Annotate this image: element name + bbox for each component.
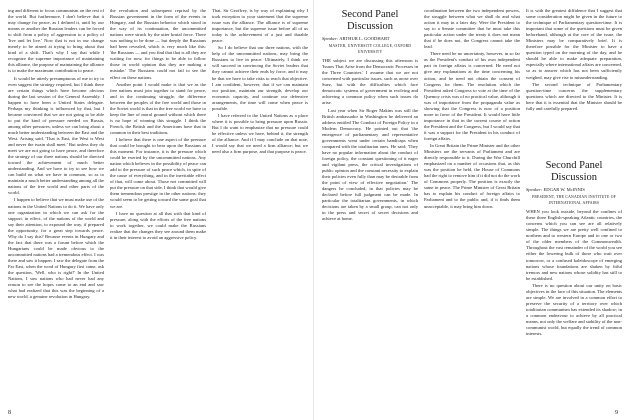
page-number-right: 9 [615,410,618,416]
speaker-affiliation: MASTER, UNIVERSITY COLLEGE, OXFORD UNIVERSITY [328,44,412,55]
speaker-line [526,187,622,193]
body-paragraph: coordination between the two independent powers, the struggle between what we shall do and what action it may in a later day. Were the President to say to a Senate committee that he must take this particular action under the treaty it does not mean that if he does not, the Congress cannot take the lead. [424,8,520,50]
body-paragraph: That, Sir Geoffrey, is by way of explaining why I took exception to your statement that the supreme issue was the alliance. The alliance is of supreme importance, but the supreme issue before all of us today is the achievement of a just and durable peace. [212,8,308,44]
speaker-label: Speaker: [322,36,339,41]
body-paragraph: There need be no uncertainty, however, in so far as the President's conduct of his own independent part in foreign affairs is concerned. He need not give any explanations at the time concerning his action, and he need not obtain the consent of Congress for them. The resolution which the President asked Congress to vote at the time of the Quemoy crisis was of no practical value, although it was of importance from the propaganda value as showing that the Congress is now of a position more in favor of the President. It would have little importance in that in the current course of action the President and the Congress, but I would say that it was a support for the President in his conduct of foreign affairs. [424,51,520,141]
page-number-left: 8 [8,410,11,416]
body-paragraph: It is with the greatest diffidence that I suggest that some consideration might be given in the future to the technique of Parliamentary question-time. It is important that some of the questions must be given beforehand, although at the core of the issue, the Ministers may be comparatively brief. It is therefore possible for the Minister to have a question typed on the morning of the day, and he should be able to make adequate preparation, especially where international affairs are concerned, so as to answer which has not been sufficiently weighed, may give rise to misunderstanding. [526,8,622,80]
body-paragraph: the revolution and subsequent reprisal by the Russian government in the form of the events in Hungary, and the Russian behavior which stood in the way of its continuation, the uncommitted nations were struck by the utter brutal force. There was nothing to be done — but deeply the Russians had been revealed, which is very much like this: 'the Russians — and you find that that is all they are waiting for now, for things to be able to follow those in world opinion that they are making a mistake.' The Russians could not fail to see the effect on these nations. [110,8,206,80]
speaker-label: Speaker: [526,187,543,192]
column-1 [8,8,104,404]
body-paragraph: WHEN you look outside, beyond the confines of these three English-speaking Atlantic countries, the concerns which you can see are all relatively simple. The things we are pretty well confined to northern and to western Europe and to one or two of the older members of the Commonwealth. Throughout the vast remainder of the world you see either the lowering bulk of those who wait over tomorrow, or a confused kaleidoscope of emerging nations whose foundations are shaken by fitful tremors and new nations whose solidity has still to be established. [526,209,622,281]
body-paragraph: It would be utterly presumptuous of me to try to even suggest the strategy required, but I think there are certain things which have become obvious during the last session of the General Assembly. I happen to have been a United States delegate. Perhaps my thinking is influenced by that, but I became convinced that we are not going to be able to put the kind of pressure needed on Russia, among other pressures, unless we can bring about a much better understanding between the East and the West. Arising said, 'That is East, the West is West and never the twain shall meet.' But unless they do meet we are not going to have peace, and therefore the strategy of our three nations should be directed toward the achievement of much better understanding. And we have to try to see how we can build on what we have in common, so as to maintain a much better understanding among all the nations of the free world and other parts of the world. [8,75,104,196]
body-paragraph: ing and different to focus communism on the rest of the world. But furthermore, I don't believe that it may change for peace, as I defined it, until by our means or another the Russian leaders can be forced to shift from a policy of aggression to a policy of 'live and let live.' Now that is not in our change merely to be aimed at trying to bring about that kind of a shift. That's why I say that while I recognize the supreme importance of maintaining this alliance, the purpose of maintaining the alliance is to make the maximum contribution to peace. [8,8,104,74]
article-title-second: Second Panel Discussion [545,160,603,183]
body-paragraph: The second technique of Parliamentary question-time concerns the supplementary questions which are directed to the Minister. It is here that it is essential that the Minister should be fully and carefully prepared. [526,81,622,111]
column-2 [110,8,206,404]
body-paragraph: I have referred to the United Nations as a place where it is possible to bring pressure upon Russia. But I do want to emphasize that no pressure could be effective unless we have, behind it, the strength of the alliance. And if I may conclude on that note, I would say that we need a firm alliance; but we need also a firm purpose, and that purpose is peace. [212,112,308,155]
page-gutter [313,0,314,420]
body-paragraph: I believe that there is one aspect of the pressure that could be brought to bear upon the Russians at this moment. For instance, it is the pressure which could be exerted by the uncommitted nations. Any nation which believes in the possibility of peace can add to the pressure of such peace which, in spite of the cause of everything, and in the inevitable effect of that, will come about. Those not committed will put the pressure on that side, I think that would give them tremendous prestige in the other nations; they would seem to be getting toward the same goal that we are. [110,136,206,209]
body-paragraph: Last year when Sir Roger Makins was still the British ambassador in Washington he delivered an address entitled The Conduct of Foreign Policy in a Modern Democracy. He pointed out that 'the emergence of parliamentary and representative governments went under certain handicaps when compared with the totalitarian ones. He said: 'They have no popular information about the conduct of foreign policy, the constant questioning of it eager and vigilant press, the critical investigations of public opinion and the constant necessity to explain their policies even fully than may be desirable from the point of view of effective negotiation.' The dangers he concluded, in that policies may be declared before full judgment can be made. In particular the totalitarian governments, in which decisions are taken by a small group, can not only in the press and secret of secret decisions and achieve at home. [322,107,418,222]
body-paragraph: There is no question about our unity on basic objectives in the face of this situation. The elements are simple. We are involved in a common effort to preserve the security of a territory over which totalitarian communism has extended its shadow; in a common endeavour to achieve by all practical means, not only the welfare and stability of the non-communist world, but equally the trend of common interests. [526,282,622,337]
body-paragraph: In Great Britain the Prime Minister and the other Ministers are the servants of Parliament and are directly responsible to it. During the War Churchill emphasized on a number of occasions that, as this was the position he held, the House of Commons had the right to remove him if it did not do the work of Commons properly. The position is exactly the same in peace. The Prime Minister of Great Britain has to explain his conduct of foreign affairs to Parliament and to the public and, if it finds them unacceptable, it may bring him down. [424,143,520,209]
speaker-line [322,36,418,42]
column-3 [212,8,308,404]
speaker-affiliation: PRESIDENT, THE CANADIAN INSTITUTE OF INTERNATIONAL AFFAIRS [532,195,616,206]
column-5 [424,8,520,404]
body-paragraph: I happen to believe that we must make use of the nations in the United Nations to do it. We have only one organization in which we can ask for the support, in effect, of the nations of the world and say their attention, to expound the way, if prepared the opportunity, for a great step towards peace. Why do I say this? Because events in Hungary and the fact that there was a forum before which the Hungarians could be made obvious to the uncommitted nations had a tremendous effect. I was there and saw it happen. I saw the delegate from the Far East, when the word of Hungary first came, ask the question, 'Well, who is right?' In the United Nations, I saw nations who had never had any reason to see the hopes come to an end and saw what had realized that this was the beginning of a new world, a genuine revolution in Hungary. [8,197,104,300]
column-4 [322,8,418,404]
article-title: Second Panel Discussion [341,9,399,32]
speaker-name: ARTHUR L. GOODHART [339,36,390,41]
body-paragraph: THE subject we are discussing this afternoon is 'Issues That Arise from the Democratic Processes in the Three Countries.' I assume that we are not concerned with particular issues, such as arose over Suez, but with the difficulties which face democratic systems of government in evolving and achieving a common policy when such issues do arise. [322,58,418,106]
body-paragraph: So I do believe that our three nations, with the help of the uncommitted nations, may bring the Russians to live in peace. Ultimately, I think we will succeed in convincing the Soviet leaders that they cannot achieve their ends by force, and it may be that we have to take risks to reach that objective. I am confident, however, that if we can maintain our position, maintain our strength, develop our economic capacity, and continue our defensive arrangements, the time will come when peace is possible. [212,45,308,111]
body-paragraph: Another point I would make is that we as the free nations must join together to stand for peace, and in the continuing struggle, the difference between the peoples of the free world and those in the Soviet world is that in the free world we have to keep the line of moral ground without which there is no hope of winning this struggle. I think the French, the British and the Americans have that in common in their best traditions. [110,81,206,135]
column-6 [526,8,622,404]
speaker-name: EDGAR W. McINNIS [543,187,585,192]
body-paragraph: I have no question at all that with that kind of pressure, along with the efforts of the free nations to work together, we could make the Russians realize that the changes they see around them make it in their interest to avoid an aggressive policy. [110,210,206,240]
column-6-upper [526,8,622,158]
